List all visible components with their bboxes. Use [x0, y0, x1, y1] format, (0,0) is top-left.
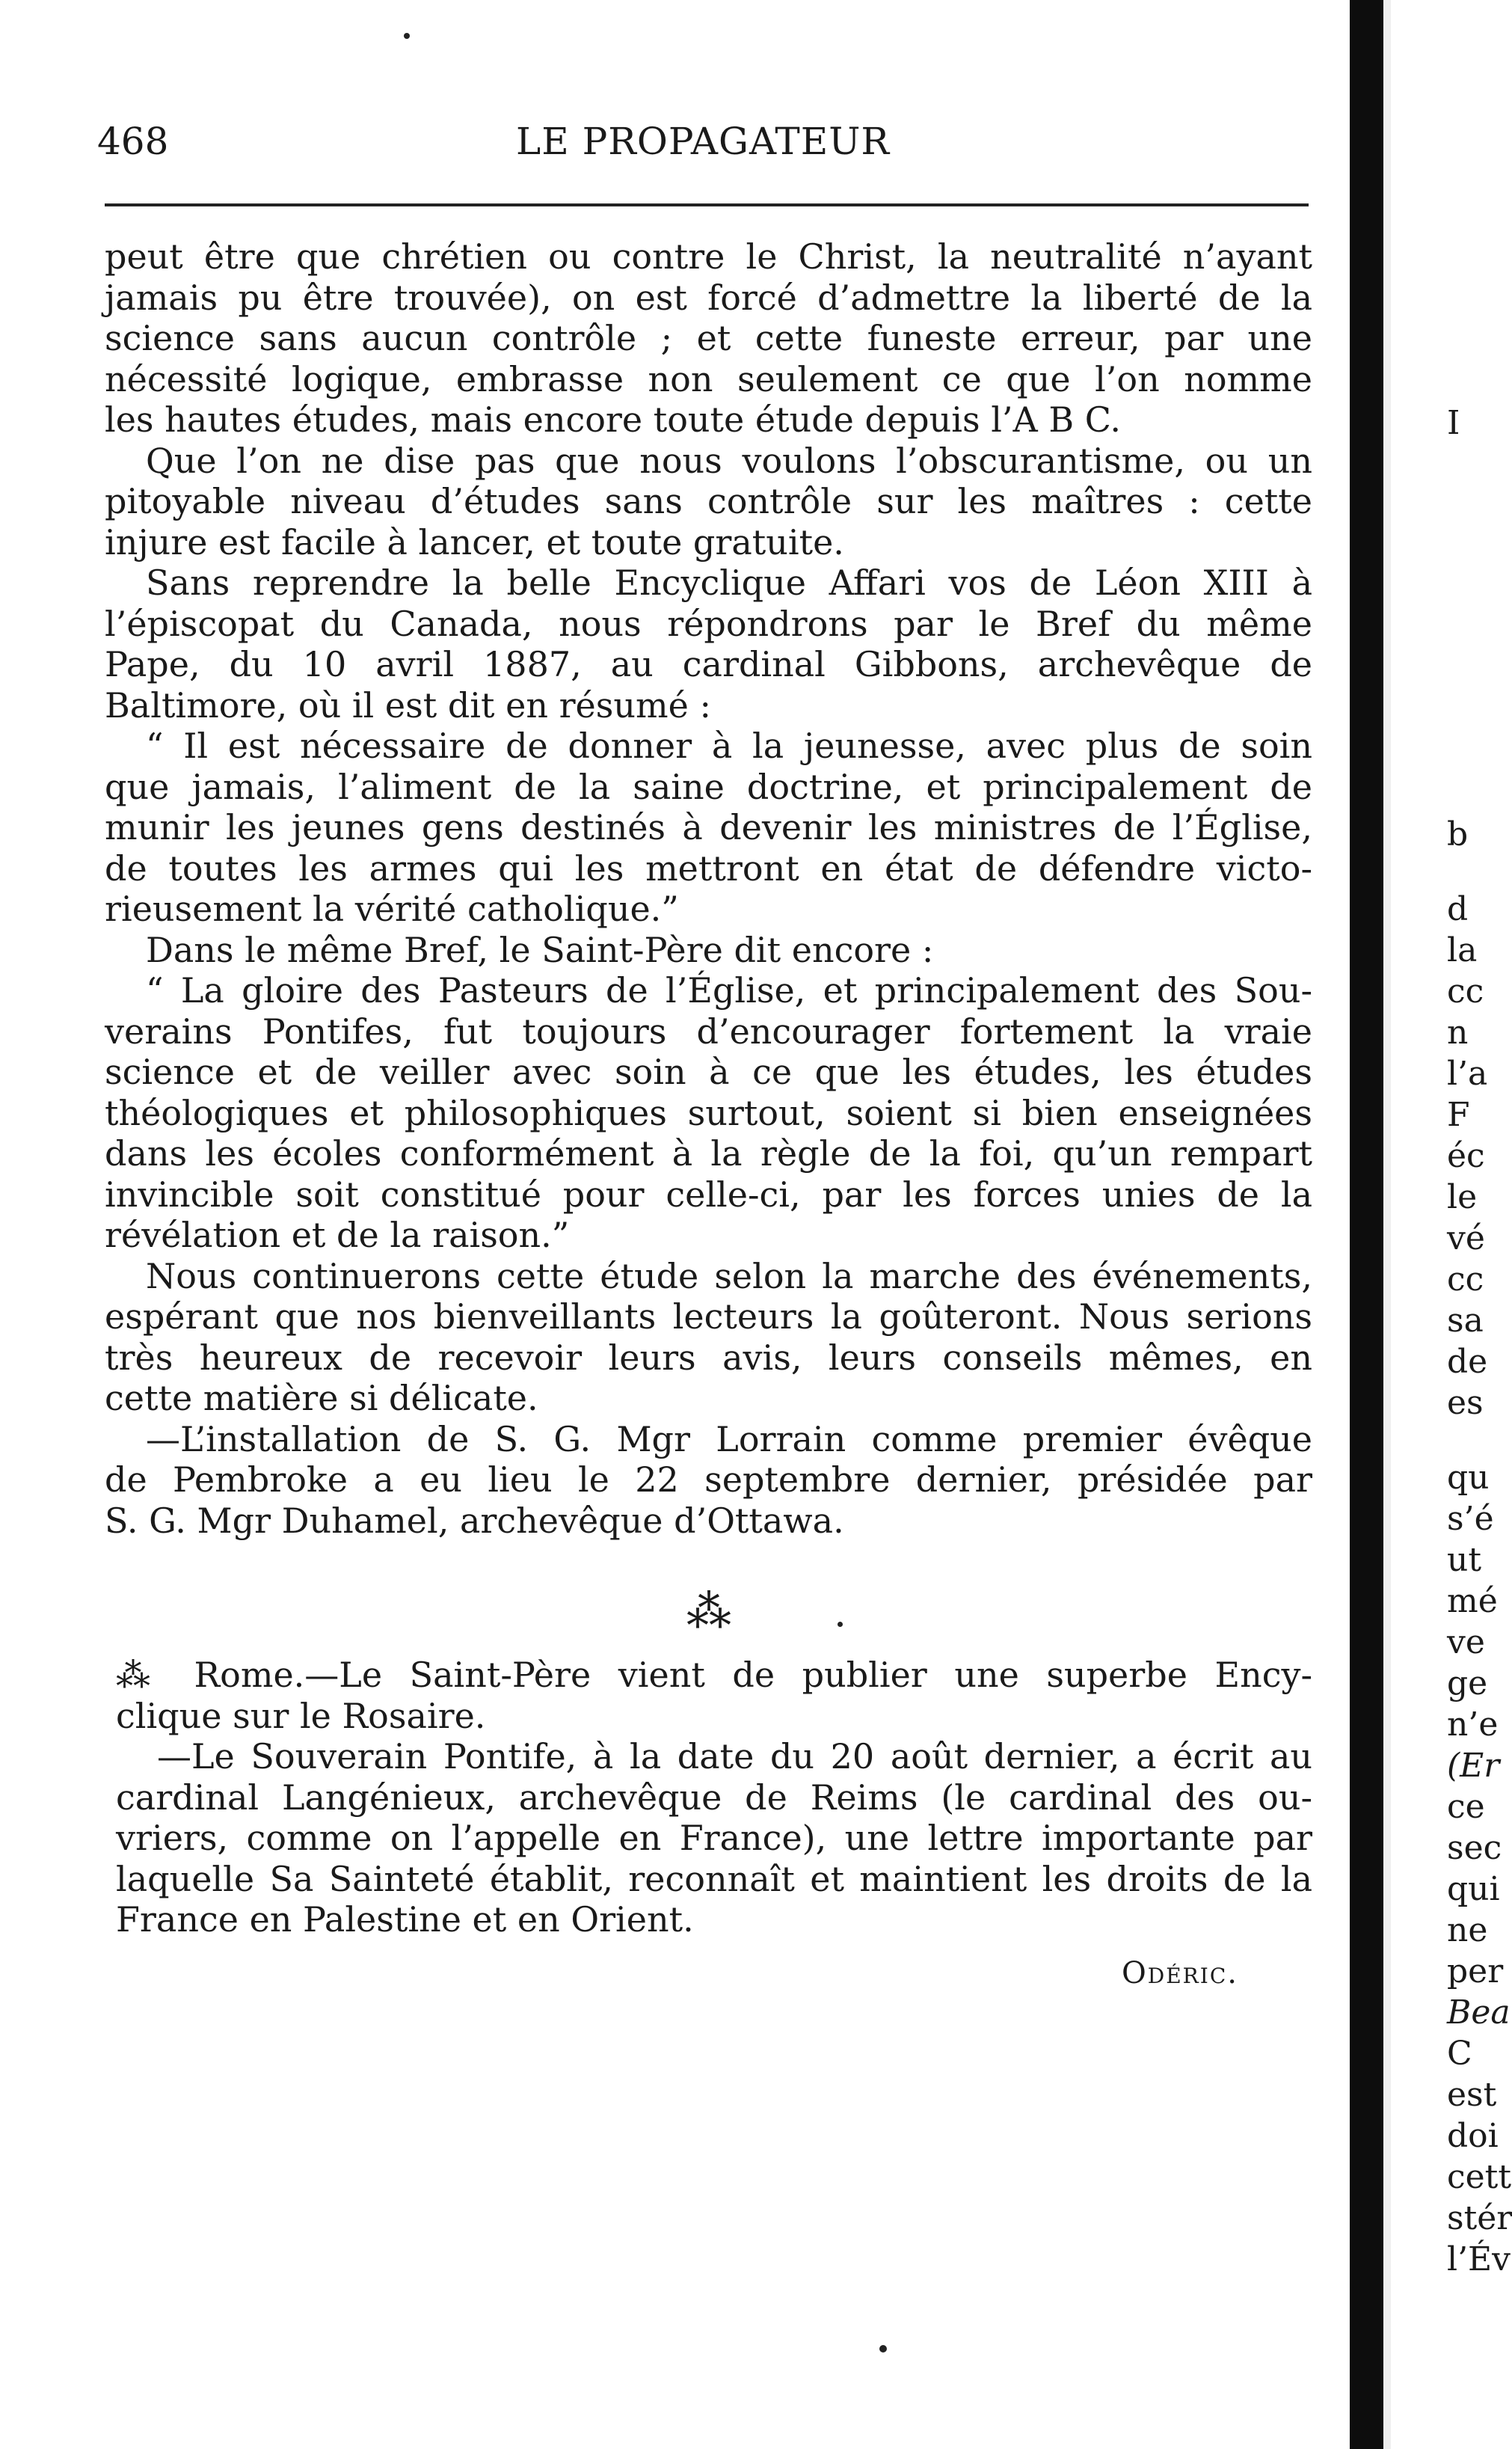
text-line: peut être que chrétien ou contre le Christ, la neutralité n’ayant [105, 236, 1312, 277]
fragment-text: la [1447, 931, 1478, 969]
text-line: munir les jeunes gens destinés à devenir les ministres de l’Église, [105, 807, 1312, 848]
fragment-text: per [1447, 1952, 1504, 1990]
article-body [105, 236, 1312, 1541]
author-signature: Odéric. [1122, 1956, 1238, 1990]
text-line: très heureux de recevoir leurs avis, leurs conseils mêmes, en [105, 1337, 1312, 1378]
fragment-text: cc [1447, 1260, 1484, 1299]
fragment-text: ge [1447, 1664, 1488, 1702]
text-line: ⁂ Rome.—Le Saint-Père vient de publier une superbe Ency- [116, 1655, 1312, 1695]
fragment-text: cc [1447, 972, 1484, 1011]
text-line: France en Palestine et en Orient. [116, 1899, 694, 1940]
fragment-text: b [1447, 815, 1469, 853]
text-line: Dans le même Bref, le Saint-Père dit encore : [146, 929, 934, 970]
fragment-text: l’a [1447, 1055, 1488, 1093]
fragment-text: d [1447, 890, 1469, 928]
running-title: LE PROPAGATEUR [516, 120, 890, 163]
text-line: rieusement la vérité catholique.” [105, 889, 679, 929]
fragment-text: stér [1447, 2199, 1512, 2237]
text-line: verains Pontifes, fut toujours d’encourager fortement la vraie [105, 1011, 1312, 1052]
text-line: Baltimore, où il est dit en résumé : [105, 684, 711, 726]
fragment-text: l’Év [1447, 2240, 1511, 2278]
text-line: “ La gloire des Pasteurs de l’Église, et principalement des Sou- [146, 970, 1312, 1011]
text-line: de Pembroke a eu lieu le 22 septembre dernier, présidée par [105, 1459, 1312, 1500]
text-line: révélation et de la raison.” [105, 1215, 570, 1255]
fragment-text: ne [1447, 1911, 1488, 1949]
fragment-text: n [1447, 1014, 1469, 1052]
fragment-text: (Er [1447, 1747, 1500, 1785]
text-line: Nous continuerons cette étude selon la marche des événements, [146, 1255, 1312, 1296]
section-divider: ⁂ [686, 1586, 734, 1638]
rome-section [116, 1655, 1312, 1940]
fragment-text: de [1447, 1343, 1488, 1381]
page-number: 468 [97, 120, 169, 163]
scan-speck [879, 2345, 887, 2353]
fragment-text: qu [1447, 1459, 1490, 1497]
fragment-text: mé [1447, 1582, 1498, 1620]
text-line: —L’installation de S. G. Mgr Lorrain comme premier évêque [146, 1418, 1312, 1459]
text-line: dans les écoles conformément à la règle de la foi, qu’un rempart [105, 1133, 1312, 1174]
header-rule [105, 203, 1309, 206]
fragment-text: Bea [1447, 1993, 1511, 2032]
fragment-text: I [1447, 404, 1460, 442]
text-line: Que l’on ne dise pas que nous voulons l’obscurantisme, ou un [146, 440, 1312, 481]
text-line: pitoyable niveau d’études sans contrôle sur les maîtres : cette [105, 481, 1312, 521]
text-line: science et de veiller avec soin à ce que les études, les études [105, 1052, 1312, 1092]
fragment-text: ut [1447, 1541, 1482, 1579]
fragment-text: n’e [1447, 1705, 1499, 1744]
fragment-text: vé [1447, 1219, 1485, 1257]
text-line: espérant que nos bienveillants lecteurs la goûteront. Nous serions [105, 1296, 1312, 1337]
binding-shadow [1350, 0, 1383, 2449]
text-line: S. G. Mgr Duhamel, archevêque d’Ottawa. [105, 1500, 844, 1541]
text-line: invincible soit constitué pour celle-ci, par les forces unies de la [105, 1174, 1312, 1215]
text-line: les hautes études, mais encore toute étude depuis l’A B C. [105, 399, 1121, 440]
text-line: cette matière si délicate. [105, 1378, 538, 1418]
fragment-text: éc [1447, 1137, 1485, 1175]
adjacent-page-fragment [1447, 0, 1512, 2449]
text-line: nécessité logique, embrasse non seulement ce que l’on nomme [105, 358, 1312, 399]
binding-gap [1383, 0, 1391, 2449]
fragment-text: F [1447, 1096, 1470, 1134]
fragment-text: es [1447, 1384, 1484, 1422]
fragment-text: cett [1447, 2158, 1512, 2196]
text-line: laquelle Sa Sainteté établit, reconnaît et maintient les droits de la [116, 1858, 1312, 1899]
scan-speck [838, 1622, 843, 1627]
fragment-text: sa [1447, 1302, 1484, 1340]
text-line: l’épiscopat du Canada, nous répondrons par le Bref du même [105, 603, 1312, 644]
text-line: que jamais, l’aliment de la saine doctrine, et principalement de [105, 766, 1312, 807]
fragment-text: le [1447, 1178, 1478, 1216]
text-line: jamais pu être trouvée), on est forcé d’admettre la liberté de la [105, 277, 1312, 318]
text-line: “ Il est nécessaire de donner à la jeunesse, avec plus de soin [146, 726, 1312, 766]
text-line: cardinal Langénieux, archevêque de Reims (le cardinal des ou- [116, 1777, 1312, 1818]
fragment-text: qui [1447, 1870, 1500, 1908]
text-line: injure est facile à lancer, et toute gratuite. [105, 521, 844, 563]
text-line: théologiques et philosophiques surtout, soient si bien enseignées [105, 1092, 1312, 1133]
fragment-text: ve [1447, 1623, 1485, 1661]
text-line: de toutes les armes qui les mettront en état de défendre victo- [105, 848, 1312, 889]
running-head [97, 120, 1309, 172]
fragment-text: s’é [1447, 1500, 1494, 1538]
text-line: science sans aucun contrôle ; et cette funeste erreur, par une [105, 318, 1312, 358]
text-line: Sans reprendre la belle Encyclique Affari vos de Léon XIII à [146, 563, 1312, 603]
text-line: Pape, du 10 avril 1887, au cardinal Gibbons, archevêque de [105, 644, 1312, 684]
fragment-text: sec [1447, 1829, 1502, 1867]
fragment-text: est [1447, 2076, 1497, 2114]
scan-speck [404, 33, 410, 39]
fragment-text: ce [1447, 1788, 1485, 1826]
fragment-text: C [1447, 2035, 1472, 2073]
text-line: —Le Souverain Pontife, à la date du 20 août dernier, a écrit au [157, 1736, 1312, 1777]
text-line: vriers, comme on l’appelle en France), une lettre importante par [116, 1818, 1312, 1858]
text-line: clique sur le Rosaire. [116, 1695, 486, 1736]
fragment-text: doi [1447, 2117, 1499, 2155]
